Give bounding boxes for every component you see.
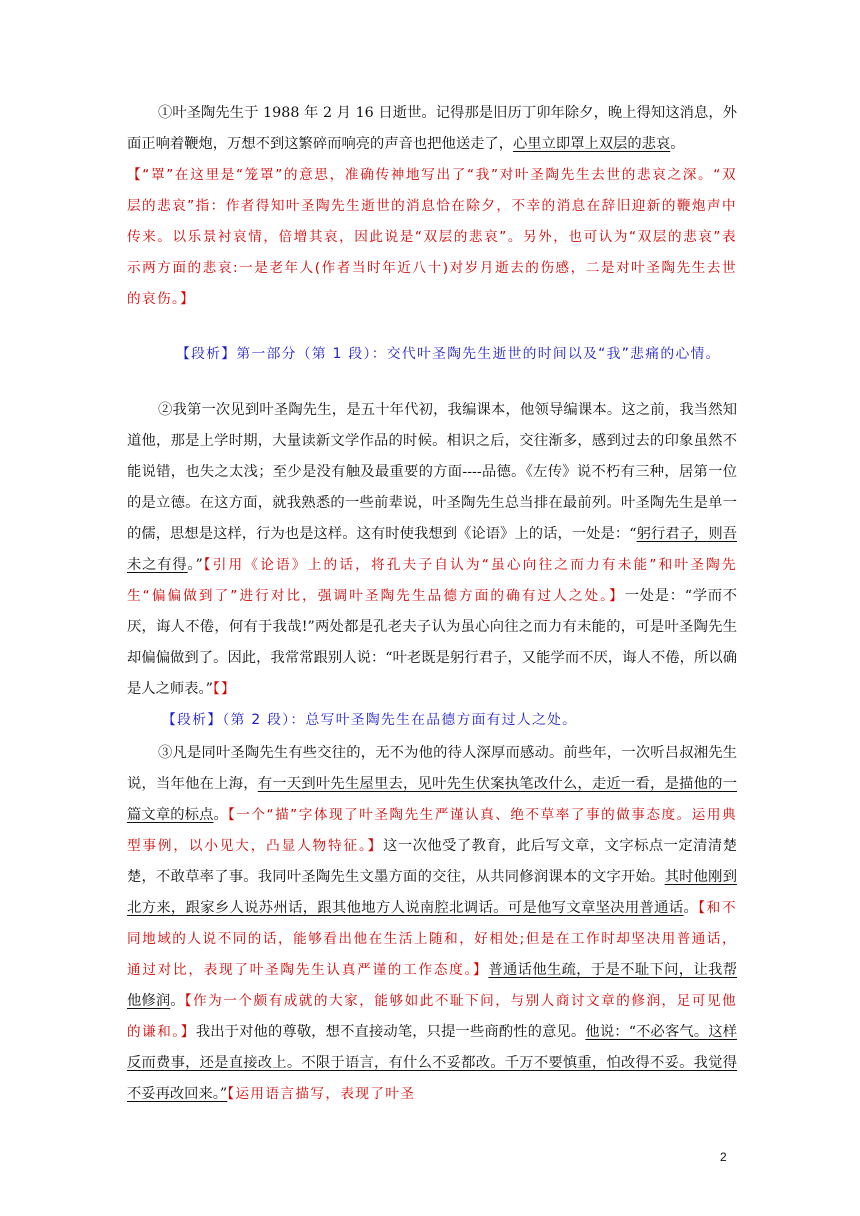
para3-underlined-2: 其时他刚到北方来，跟家乡人说苏州话，跟其他地方人说南腔北调话。可是他写文章坚决用普通话 <box>127 869 738 916</box>
para3-annotation-3: 【作为一个颇有成就的大家，能够如此不耻下问，与别人商讨文章的修润，足可见他的谦和。】 <box>127 993 738 1040</box>
paragraph-3 <box>127 738 737 1110</box>
page-number: 2 <box>720 1150 727 1164</box>
paragraph-2 <box>127 395 737 705</box>
para3-annotation-2: 【和不同地域的人说不同的话，能够看出他在生活上随和，好相处;但是在工作时却坚决用普通话，通过对比，表现了叶圣陶先生认真严谨的工作态度。】 <box>127 900 738 978</box>
para3-text-2: 这一次他受了教育，此后写文章，文字标点一定清清楚楚，不敢草率了事。我同叶圣陶先生文墨方面的交往，从共同修润课本的文字开始。 <box>127 838 737 885</box>
analysis-2: 【段析】（第 2 段）：总写叶圣陶先生在品德方面有过人之处。 <box>162 712 578 728</box>
para2-annotation: 【引用《论语》上的话，将孔夫子自认为“虽心向往之而力有未能”和叶圣陶先生“偏偏做到了”进行对比，强调叶圣陶先生品德方面的确有过人之处。】 <box>127 557 737 604</box>
para2-quote-end: 。” <box>187 557 203 573</box>
para3-text: ③凡是同叶圣陶先生有些交往的，无不为他的待人深厚而感动。前些年，一次听吕叔湘先生说，当年他在上海， <box>127 745 737 792</box>
paragraph-1 <box>127 98 737 315</box>
para2-text: ②我第一次见到叶圣陶先生，是五十年代初，我编课本，他领导编课本。这之前，我当然知道他，那是上学时期，大量读新文学作品的时候。相识之后，交往渐多，感到过去的印象虽然不能说错，也失之太浅；至少是没有触及最重要的方面----品德。《左传》说不朽有三种，居第一位的是立德。在这方面，就我熟悉的一些前辈说，叶圣陶先生总当排在最前列。叶圣陶先生是单一的儒，思想是这样，行为也是这样。这有时使我想到《论语》上的话，一处是：“ <box>127 402 737 542</box>
analysis-1: 【段析】第一部分（第 1 段）：交代叶圣陶先生逝世的时间以及“我”悲痛的心情。 <box>176 346 721 362</box>
para2-text-2: 一处是：“学而不厌，诲人不倦，何有于我哉!”两处都是孔老夫子认为虽心向往之而力有未能的，可是叶圣陶先生却偏偏做到了。因此，我常常跟别人说：“叶老既是躬行君子，又能学而不厌，诲人不倦，所以确是人之师表。” <box>127 588 738 697</box>
para3-underlined-3: 普通话他生疏，于是不耻下问，让我帮他修润 <box>127 962 737 1009</box>
para1-text: ①叶圣陶先生于 1988 年 2 月 16 日逝世。记得那是旧历丁卯年除夕，晚上得知这消息，外面正响着鞭炮，万想不到这繁碎而响亮的声音也把他送走了， <box>127 105 737 152</box>
para3-annotation-4: 【运用语言描写，表现了叶圣 <box>227 1086 416 1102</box>
para1-underlined: 心里立即罩上双层的悲哀 <box>513 136 671 152</box>
para3-text-3: 我出于对他的尊敬，想不直接动笔，只提一些商酌性的意见。 <box>195 1024 586 1040</box>
para2-empty-annotation: 【】 <box>212 681 237 697</box>
para3-underlined-1: 有一天到叶先生屋里去，见叶先生伏案执笔改什么，走近一看，是描他的一篇文章的标点 <box>127 776 737 823</box>
para3-punct-1: 。 <box>213 807 228 823</box>
para3-punct-2: 。 <box>683 900 699 916</box>
para3-annotation-1: 【一个“描”字体现了叶圣陶先生严谨认真、绝不草率了事的做事态度。运用典型事例，以小见大，凸显人物特征。】 <box>127 807 738 854</box>
para3-underlined-4: 他说：“不必客气。这样反而费事，还是直接改上。不限于语言，有什么不妥都改。千万不要慎重，怕改得不妥。我觉得不妥再改回来。” <box>127 1024 738 1102</box>
para3-punct-3: 。 <box>170 993 185 1009</box>
para2-underlined: 躬行君子，则吾未之有得 <box>127 526 737 573</box>
para1-punct: 。 <box>670 136 685 152</box>
para1-annotation: 【“罩”在这里是“笼罩”的意思，准确传神地写出了“我”对叶圣陶先生去世的悲哀之深。“双层的悲哀”指：作者得知叶圣陶先生逝世的消息恰在除夕，不幸的消息在辞旧迎新的鞭炮声中传来。以乐景衬哀情，倍增其哀，因此说是“双层的悲哀”。另外，也可认为“双层的悲哀”表示两方面的悲哀:一是老年人(作者当时年近八十)对岁月逝去的伤感，二是对叶圣陶先生去世的哀伤。】 <box>127 167 737 307</box>
